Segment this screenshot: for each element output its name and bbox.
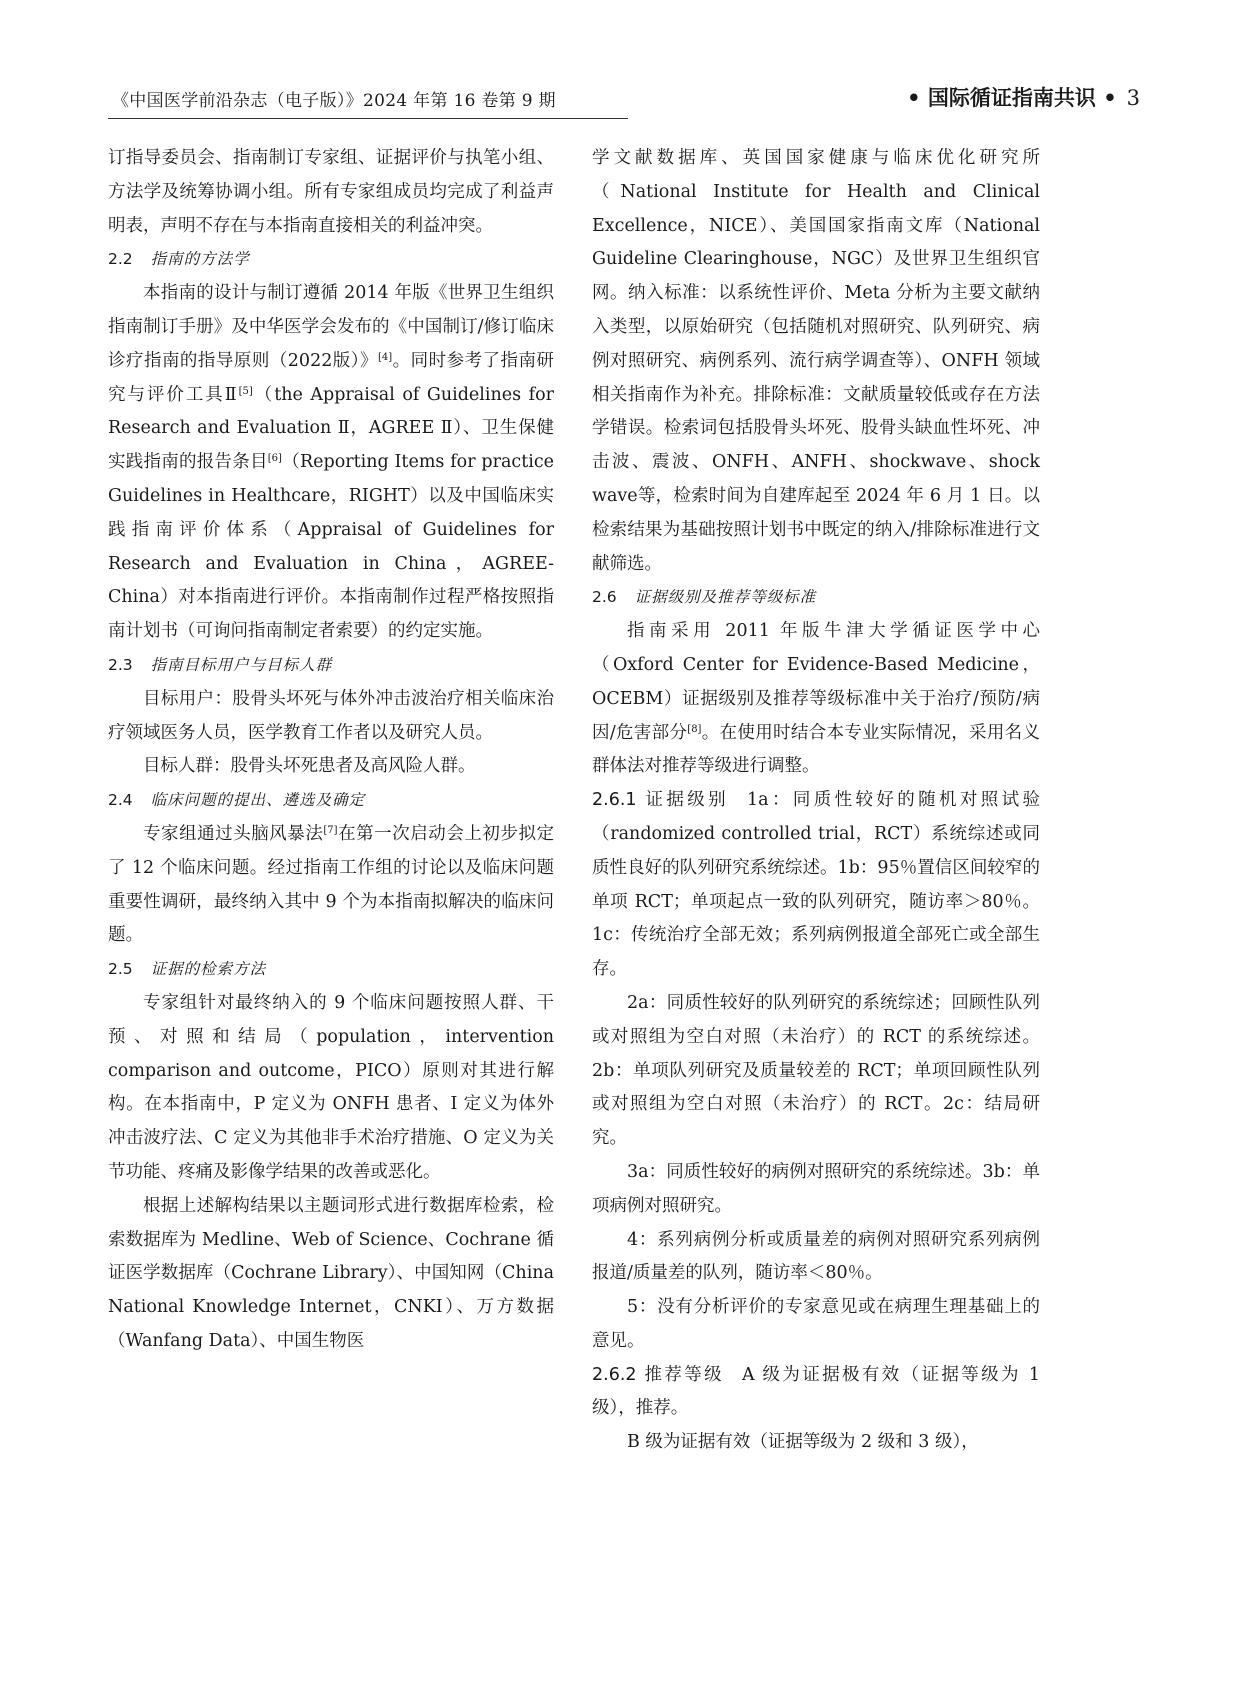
page-header	[108, 80, 1140, 114]
subsection-heading-2-6-2	[592, 1365, 724, 1385]
right-column	[592, 142, 1040, 1460]
text-run: 专家组通过头脑风暴法	[143, 823, 324, 844]
paragraph	[592, 615, 1040, 784]
paragraph: 4：系列病例分析或质量差的病例对照研究系列病例报道/质量差的队列，随访率＜80％。	[592, 1229, 1040, 1284]
text-run: 。同时参考了指南研究与评价工具Ⅱ	[108, 350, 554, 405]
section-title: 证据级别	[645, 790, 729, 811]
paragraph	[108, 818, 554, 953]
section-heading-2-2	[108, 243, 554, 277]
header-rule	[108, 118, 628, 119]
section-heading-2-5	[108, 953, 554, 987]
citation-ref: [5]	[238, 385, 253, 397]
paragraph	[592, 784, 1040, 987]
section-title: 指南的方法学	[150, 250, 250, 269]
section-title: 临床问题的提出、遴选及确定	[150, 791, 366, 810]
section-title: 证据的检索方法	[150, 960, 267, 979]
paragraph: 目标用户：股骨头坏死与体外冲击波治疗相关临床治疗领域医务人员，医学教育工作者以及研究人员。	[108, 688, 554, 743]
text-run: 本指南的设计与制订遵循 2014 年版《世界卫生组织指南制订手册》及中华医学会发布的《中国制订/修订临床诊疗指南的指导原则（2022版）》	[108, 283, 554, 371]
text-run: 1a：同质性较好的随机对照试验（randomized controlled trial，RCT）系统综述或同质性良好的队列研究系统综述。1b：95％置信区间较窄的单项 RCT；单项起点一致的队列研究，随访率＞80％。1c：传统治疗全部无效；系列病例报道全部死亡或全部生存。	[592, 790, 1040, 980]
paragraph: 学文献数据库、英国国家健康与临床优化研究所（National Institute for Health and Clinical Excellence，NICE）、美国国家指南文库（National Guideline Clearinghouse，NGC）及世界卫生组织官网。纳入标准：以系统性评价、Meta 分析为主要文献纳入类型，以原始研究（包括随机对照研究、队列研究、病例对照研究、病例系列、流行病学调查等）、ONFH 领域相关指南作为补充。排除标准：文献质量较低或存在方法学错误。检索词包括股骨头坏死、股骨头缺血性坏死、冲击波、震波、ONFH、ANFH、shockwave、shock wave等，检索时间为自建库起至 2024 年 6 月 1 日。以检索结果为基础按照计划书中既定的纳入/排除标准进行文献筛选。	[592, 148, 1040, 574]
paragraph: 目标人群：股骨头坏死患者及高风险人群。	[143, 756, 476, 777]
citation-ref: [6]	[267, 453, 282, 465]
section-number: 2.6.1	[592, 790, 637, 811]
journal-citation: 《中国医学前沿杂志（电子版）》2024 年第 16 卷第 9 期	[112, 91, 556, 111]
left-column	[108, 142, 554, 1359]
text-run: A 级为证据极有效（证据等级为 1 级），推荐。	[592, 1364, 1040, 1419]
text-run: （the Appraisal of Guidelines for Research and Evaluation Ⅱ，AGREE Ⅱ）、卫生保健实践指南的报告条目	[108, 384, 554, 473]
page-number: 3	[1126, 86, 1140, 110]
section-heading-2-3	[108, 649, 554, 683]
citation-ref: [7]	[323, 824, 338, 836]
paragraph: 2a：同质性较好的队列研究的系统综述；回顾性队列或对照组为空白对照（未治疗）的 RCT 的系统综述。2b：单项队列研究及质量较差的 RCT；单项回顾性队列或对照组为空白对照（未治疗）的 RCT。2c：结局研究。	[592, 992, 1040, 1149]
section-title: 证据级别及推荐等级标准	[634, 588, 817, 607]
section-number: 2.4	[108, 791, 133, 810]
paragraph: 订指导委员会、指南制订专家组、证据评价与执笔小组、方法学及统筹协调小组。所有专家组成员均完成了利益声明表，声明不存在与本指南直接相关的利益冲突。	[108, 148, 554, 236]
paragraph: 3a：同质性较好的病例对照研究的系统综述。3b：单项病例对照研究。	[592, 1161, 1040, 1216]
section-heading-2-4	[108, 784, 554, 818]
text-run: 指南采用 2011 年版牛津大学循证医学中心（Oxford Center for Evidence-Based Medicine，OCEBM）证据级别及推荐等级标准中关于治疗/预防/病因/危害部分	[592, 621, 1040, 743]
text-run: 在第一次启动会上初步拟定了 12 个临床问题。经过指南工作组的讨论以及临床问题重要性调研，最终纳入其中 9 个为本指南拟解决的临床问题。	[108, 823, 555, 946]
section-label	[907, 82, 1140, 112]
paragraph: B 级为证据有效（证据等级为 2 级和 3 级），	[627, 1432, 979, 1453]
section-title: 指南目标用户与目标人群	[150, 655, 333, 674]
section-number: 2.2	[108, 250, 133, 269]
citation-ref: [8]	[687, 723, 702, 735]
section-heading-2-6	[592, 581, 1040, 615]
section-number: 2.6.2	[592, 1364, 637, 1385]
text-run: （Reporting Items for practice Guidelines in Healthcare，RIGHT）以及中国临床实践指南评价体系（Appraisal of Guidelines for Research and Evaluation in China，AGREE-China）对本指南进行评价。本指南制作过程严格按照指南计划书（可询问指南制定者索要）的约定实施。	[108, 452, 554, 642]
section-number: 2.6	[592, 588, 617, 607]
section-number: 2.3	[108, 655, 133, 674]
paragraph: 5：没有分析评价的专家意见或在病理生理基础上的意见。	[592, 1297, 1040, 1351]
paragraph: 根据上述解构结果以主题词形式进行数据库检索，检索数据库为 Medline、Web of Science、Cochrane 循证医学数据库（Cochrane Library）、中国知网（China National Knowledge Internet，CNKI）、万方数据（Wanfang Data）、中国生物医	[108, 1195, 554, 1351]
subsection-heading-2-6-1	[592, 790, 729, 810]
section-number: 2.5	[108, 960, 133, 979]
paragraph: 专家组针对最终纳入的 9 个临床问题按照人群、干预、对照和结局（population，intervention comparison and outcome，PICO）原则对其进行解构。在本指南中，P 定义为 ONFH 患者、I 定义为体外冲击波疗法、C 定义为其他非手术治疗措施、O 定义为关节功能、疼痛及影像学结果的改善或恶化。	[108, 992, 554, 1182]
text-run: 。在使用时结合本专业实际情况，采用名义群体法对推荐等级进行调整。	[592, 722, 1040, 777]
section-title: 推荐等级	[644, 1364, 724, 1385]
paragraph	[592, 1359, 1040, 1427]
citation-ref: [4]	[378, 351, 393, 363]
section-title: • 国际循证指南共识 •	[907, 86, 1117, 110]
paragraph	[108, 277, 554, 649]
